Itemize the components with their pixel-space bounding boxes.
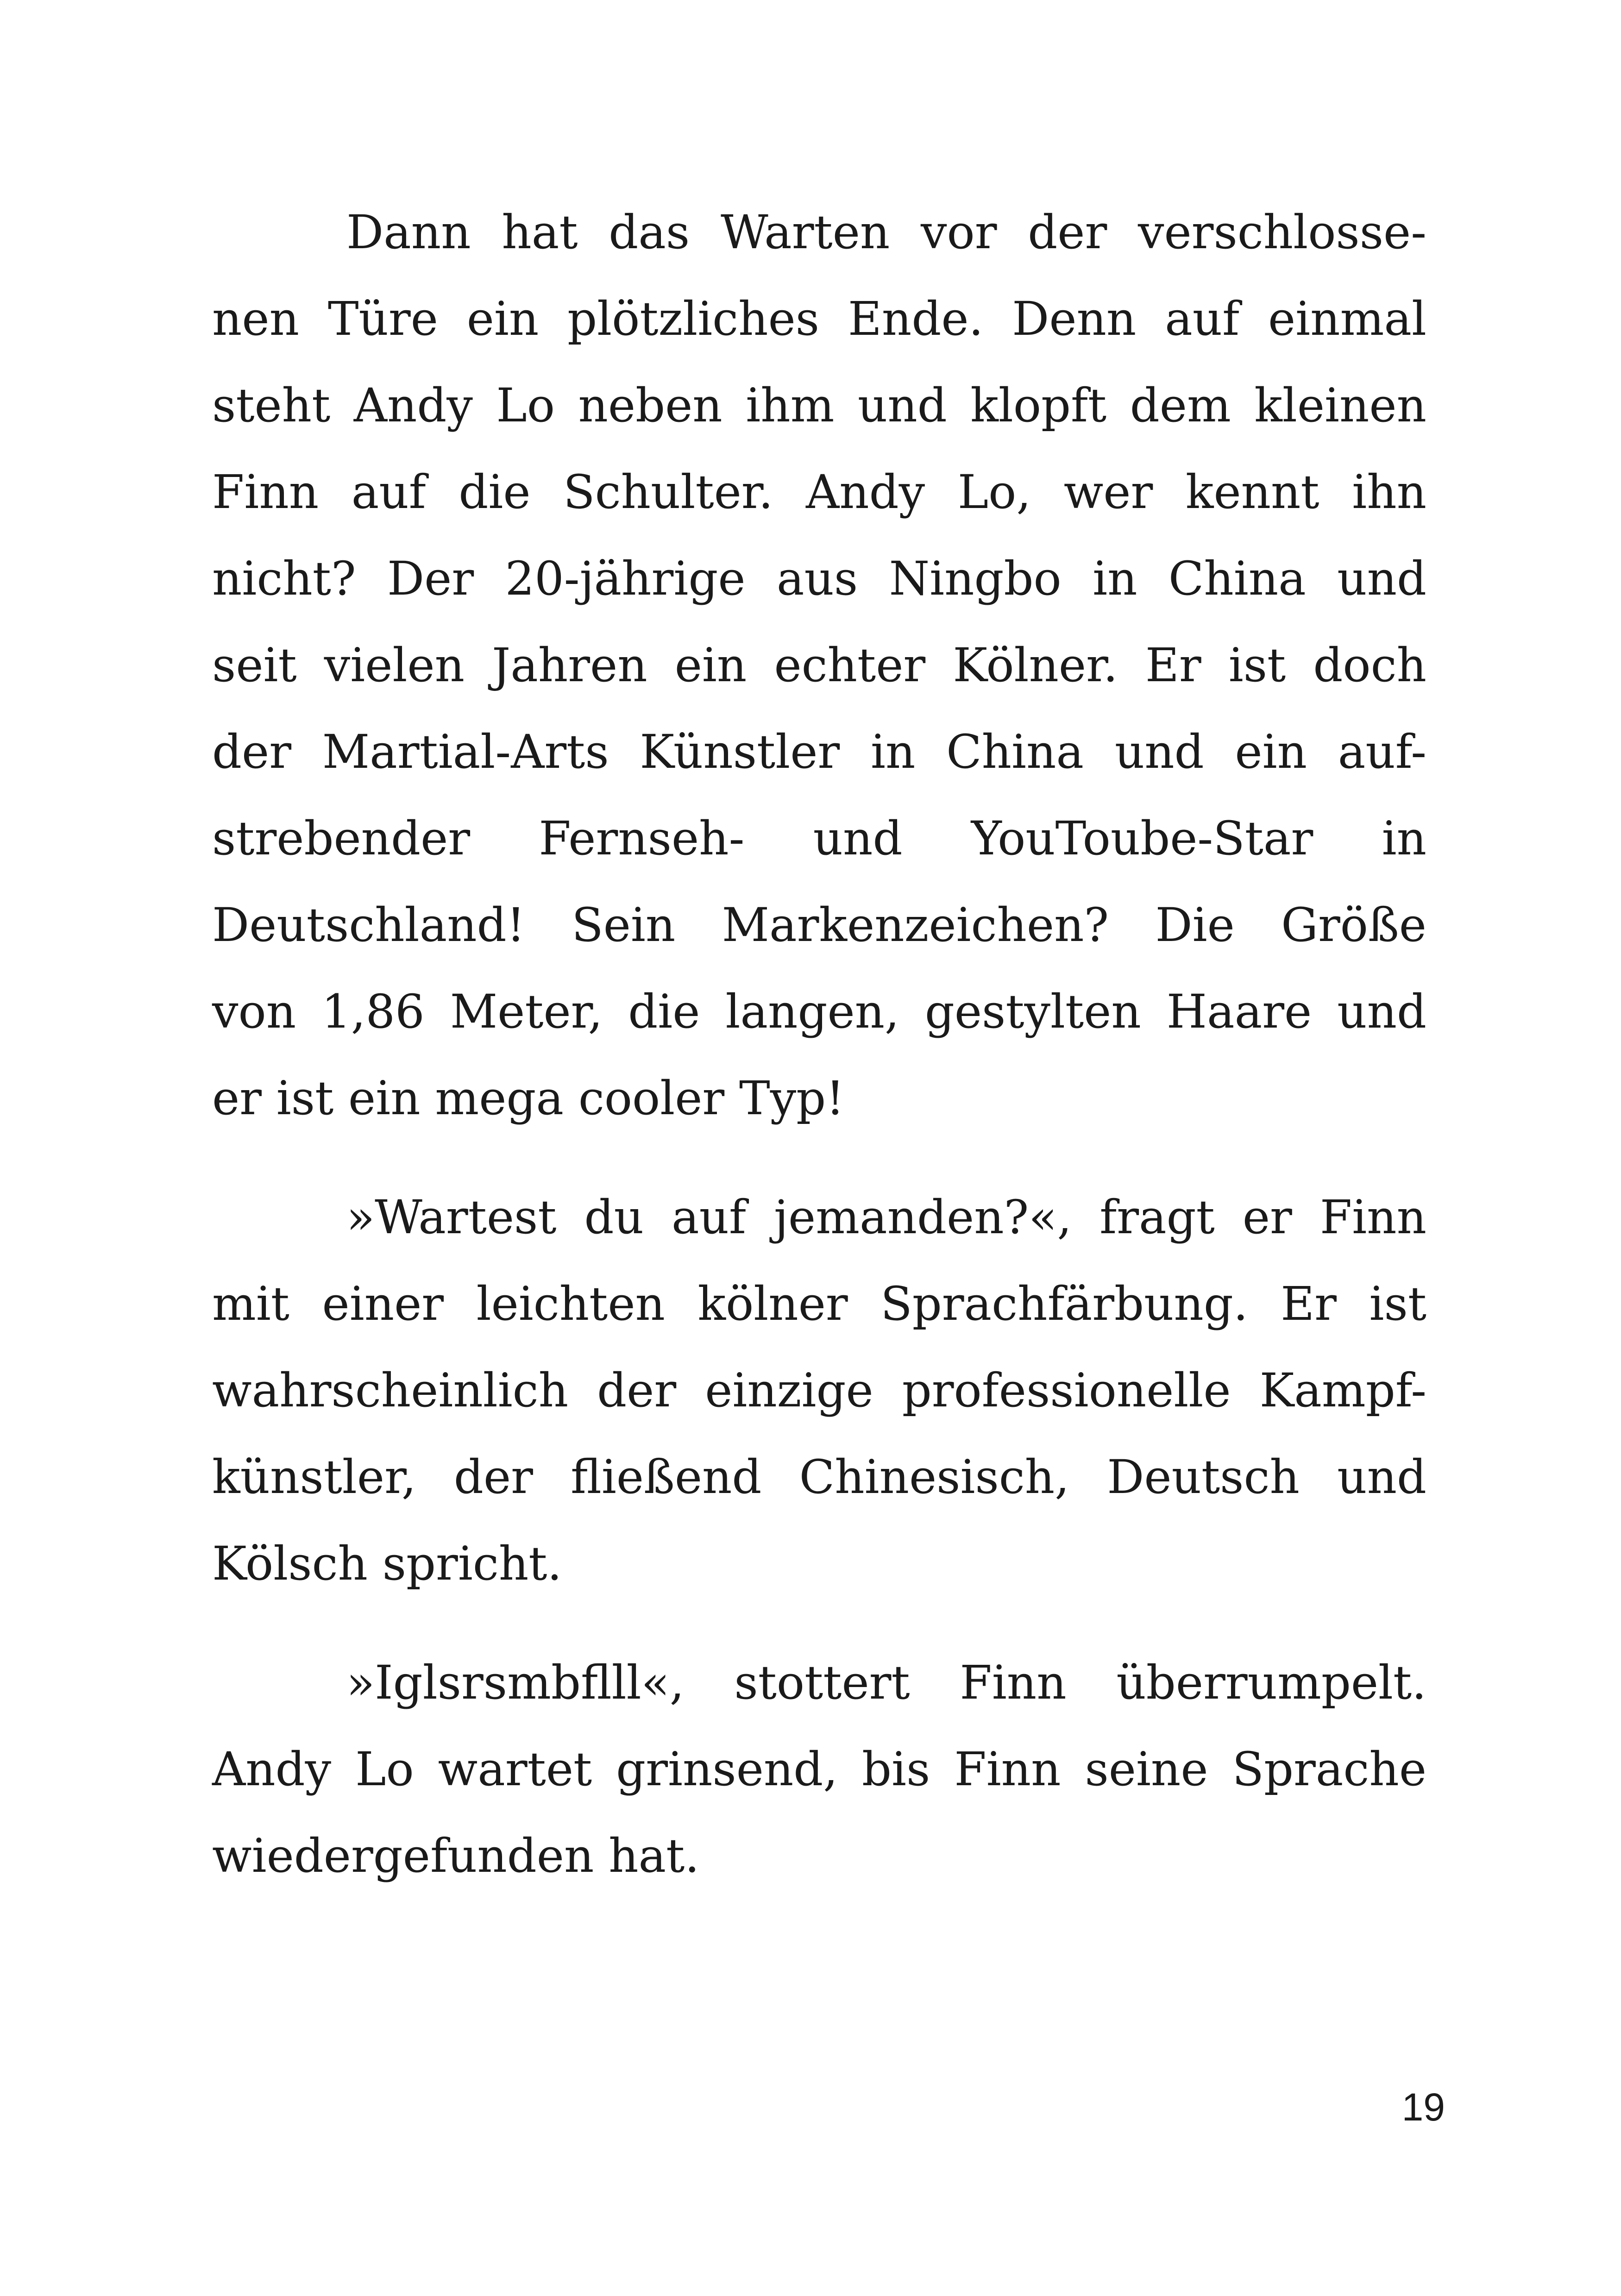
text-line: »Wartest du auf jemanden?«, fragt er Finn <box>346 1190 1426 1244</box>
text-line: nen Türe ein plötzliches Ende. Denn auf einmal <box>212 292 1426 346</box>
text-line: Dann hat das Warten vor der verschlosse- <box>346 205 1426 259</box>
text-line: Andy Lo wartet grinsend, bis Finn seine Sprache <box>212 1742 1426 1796</box>
text-line: Kölsch spricht. <box>212 1537 562 1591</box>
text-line: wiedergefunden hat. <box>212 1829 700 1883</box>
text-line: der Martial-Arts Künstler in China und ein auf- <box>212 725 1426 779</box>
paragraph <box>212 1174 1426 1607</box>
text-line: künstler, der fließend Chinesisch, Deutsch und <box>212 1450 1426 1504</box>
paragraph <box>212 189 1426 1142</box>
text-line: von 1,86 Meter, die langen, gestylten Haare und <box>212 985 1426 1039</box>
text-line: Deutschland! Sein Markenzeichen? Die Größe <box>212 898 1426 952</box>
paragraph <box>212 1639 1426 1899</box>
body-text <box>212 189 1426 1932</box>
text-line: wahrscheinlich der einzige professionelle Kampf- <box>212 1363 1426 1418</box>
text-line: »Iglsrsmbflll«, stottert Finn überrumpelt. <box>346 1656 1426 1710</box>
text-line: er ist ein mega cooler Typ! <box>212 1071 845 1125</box>
text-line: strebender Fernseh- und YouToube-Star in <box>212 811 1426 866</box>
text-line: nicht? Der 20-jährige aus Ningbo in China und <box>212 552 1426 606</box>
text-line: seit vielen Jahren ein echter Kölner. Er ist doch <box>212 638 1426 692</box>
page-number: 19 <box>1401 2085 1445 2129</box>
text-line: Finn auf die Schulter. Andy Lo, wer kennt ihn <box>212 465 1426 519</box>
text-line: steht Andy Lo neben ihm und klopft dem kleinen <box>212 378 1426 433</box>
text-line: mit einer leichten kölner Sprachfärbung. Er ist <box>212 1277 1426 1331</box>
